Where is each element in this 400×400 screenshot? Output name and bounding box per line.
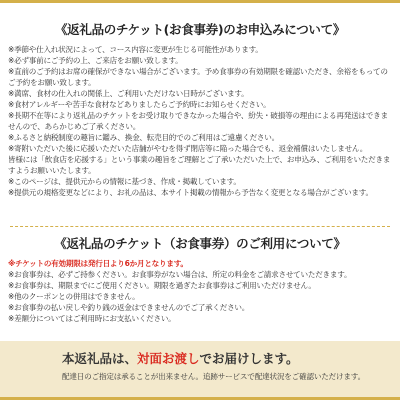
expiry-highlight: ※チケットの有効期限は発行日より6か月となります。 xyxy=(8,259,188,268)
note-item: ※ふるさと納税制度の趣旨に鑑み、換金、転売目的でのご利用はご遠慮ください。 xyxy=(8,133,279,142)
note-item: ※お食事券は、期限までにご使用ください。期限を過ぎたお食事券はご利用いただけません。 xyxy=(8,281,316,290)
application-notes-list xyxy=(8,44,394,198)
note-item: ※食材アレルギーや苦手な食材などありましたらご予約時にお知らせください。 xyxy=(8,100,271,109)
section-divider xyxy=(10,226,390,227)
note-item: 皆様には「飲食店を応援する」という事業の趣旨をご理解とご了承いただいた上で、お申込み、ご利用をいただきますようお願いいたします。 xyxy=(8,155,391,175)
note-item: ※お食事券の払い戻しや釣り銭の返金はできませんのでご了承ください。 xyxy=(8,303,250,312)
delivery-subtext: 配達日のご指定は承ることが出来ません。追跡サービスで配達状況をご確認いただけます。 xyxy=(62,372,365,381)
note-item: ※差額分についてはご利用時にお支払いください。 xyxy=(8,314,176,323)
note-item: ※お食事券は、必ずご持参ください。お食事券がない場合は、所定の料金をご請求させていただきます。 xyxy=(8,270,352,279)
top-gold-border xyxy=(0,0,400,3)
note-item: ※寄附いただいた後に応援いただいた店舗がやむを得ず閉店等に陥った場合でも、返金補償はいたしません。 xyxy=(8,144,368,153)
note-item: ※長期不在等により返礼品のチケットをお受け取りできなかった場合や、紛失・破損等の理由による再発送はできませんので、あらかじめご了承ください。 xyxy=(8,111,388,131)
note-item: ※他のクーポンとの併用はできません。 xyxy=(8,292,140,301)
delivery-suffix: でお届けします。 xyxy=(199,351,299,366)
note-item: ※提供元の規格変更などにより、お礼の品は、本サイト掲載の情報から予告なく変更となる場合がございます。 xyxy=(8,188,373,197)
section1-title: 《返礼品のチケット(お食事券)のお申込みについて》 xyxy=(54,22,346,37)
delivery-method-highlight: 対面お渡し xyxy=(137,351,200,366)
delivery-prefix: 本返礼品は、 xyxy=(62,351,138,366)
note-item: ※満席、食材の仕入れの関係上、ご利用いただけない日時がございます。 xyxy=(8,89,249,98)
section2-title: 《返礼品のチケット（お食事券）のご利用について》 xyxy=(54,236,346,251)
note-item: ※必ず事前にご予約の上、ご来店をお願い致します。 xyxy=(8,56,183,65)
note-item: ※直前のご予約はお席の確保ができない場合がございます。予め食事券の有効期限を確認いただき、余裕をもってのご予約をお願い致します。 xyxy=(8,67,388,87)
usage-notes-list xyxy=(8,258,394,324)
delivery-headline xyxy=(62,349,299,367)
note-item: ※季節や仕入れ状況によって、コース内容に変更が生じる可能性があります。 xyxy=(8,45,263,54)
note-item: ※このページは、提供元からの情報に基づき、作成・掲載しています。 xyxy=(8,177,241,186)
